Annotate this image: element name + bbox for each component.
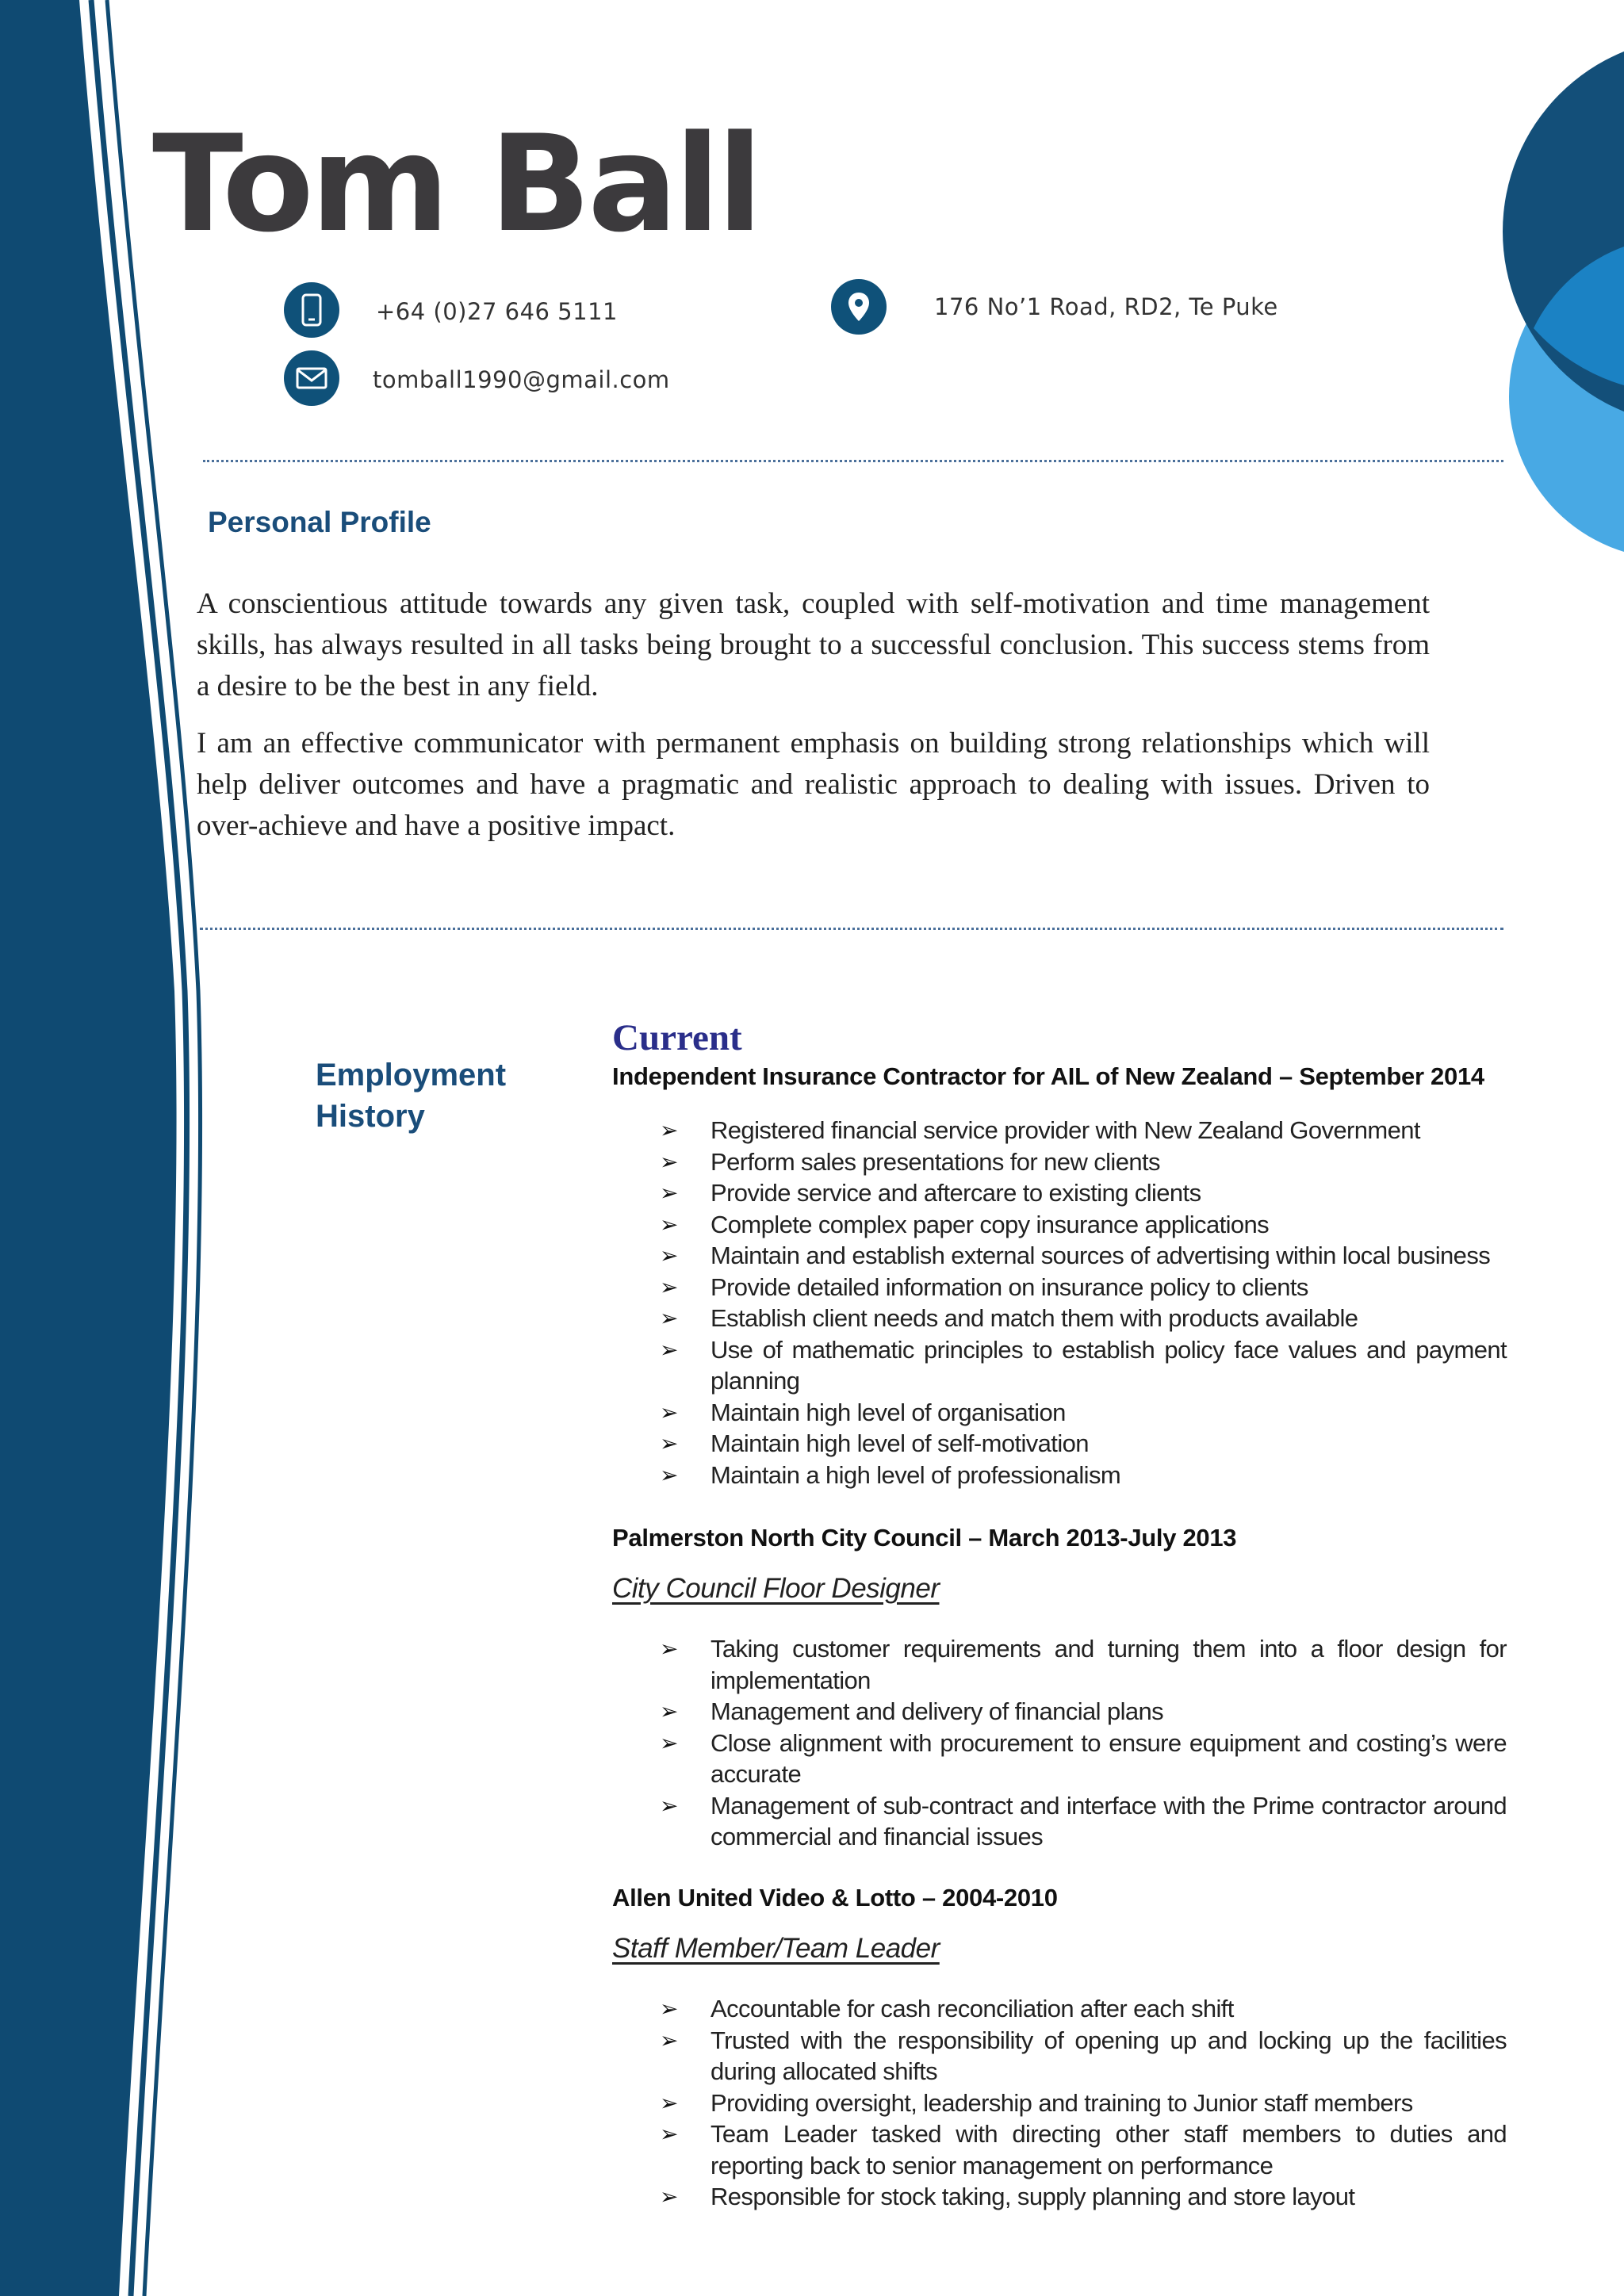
job-role: Staff Member/Team Leader — [612, 1933, 940, 1964]
phone-icon — [284, 282, 339, 338]
section-title-employment: Employment History — [316, 1058, 507, 1134]
bullet-text: Taking customer requirements and turning them into a floor design for implementation — [710, 1635, 1507, 1694]
bullet-text: Accountable for cash reconciliation after each shift — [710, 1995, 1234, 2022]
bullet-item — [660, 1728, 1507, 1790]
arrow-bullet-icon: ➢ — [660, 1461, 678, 1488]
bullet-text: Establish client needs and match them with products available — [710, 1304, 1358, 1332]
bullet-text: Maintain high level of organisation — [710, 1398, 1066, 1426]
bullet-item — [660, 1240, 1507, 1272]
email-address: tomball1990@gmail.com — [373, 366, 670, 393]
bullet-item — [660, 1177, 1507, 1209]
arrow-bullet-icon: ➢ — [660, 1305, 678, 1331]
bullet-text: Management of sub-contract and interface with the Prime contractor around commercial and financial issues — [710, 1791, 1507, 1850]
bullet-item — [660, 1303, 1507, 1334]
job-bullets — [660, 1115, 1507, 1490]
arrow-bullet-icon: ➢ — [660, 1792, 678, 1819]
bullet-item — [660, 1460, 1507, 1491]
email-icon — [284, 350, 339, 406]
bullet-item — [660, 1146, 1507, 1178]
arrow-bullet-icon: ➢ — [660, 2026, 678, 2053]
arrow-bullet-icon: ➢ — [660, 1698, 678, 1724]
bullet-item — [660, 2118, 1507, 2181]
arrow-bullet-icon: ➢ — [660, 1430, 678, 1456]
arrow-bullet-icon: ➢ — [660, 1336, 678, 1363]
job-bullets — [660, 1993, 1507, 2213]
bullet-item — [660, 1790, 1507, 1853]
profile-paragraph-2: I am an effective communicator with permanent emphasis on building strong relationships which will help deliver outcomes and have a pragmatic and realistic approach to dealing with issues. Driven to over-achieve and have a positive impact. — [197, 727, 1430, 842]
job-heading: Independent Insurance Contractor for AIL of New Zealand – September 2014 — [612, 1062, 1484, 1090]
bullet-text: Perform sales presentations for new clients — [710, 1147, 1160, 1176]
job-role: City Council Floor Designer — [612, 1573, 940, 1604]
bullet-item — [660, 1428, 1507, 1460]
bullet-item — [660, 1115, 1507, 1146]
current-label: Current — [612, 1017, 742, 1058]
bullet-item — [660, 2181, 1507, 2213]
bullet-item — [660, 1633, 1507, 1696]
bullet-item — [660, 1272, 1507, 1303]
bullet-item — [660, 1334, 1507, 1397]
bullet-item — [660, 1209, 1507, 1241]
candidate-name: Tom Ball — [152, 106, 760, 262]
bullet-text: Registered financial service provider with New Zealand Government — [710, 1116, 1420, 1144]
bullet-text: Provide detailed information on insurance policy to clients — [710, 1272, 1308, 1301]
bullet-text: Maintain high level of self-motivation — [710, 1429, 1089, 1457]
arrow-bullet-icon: ➢ — [660, 1117, 678, 1143]
address: 176 No’1 Road, RD2, Te Puke — [934, 293, 1278, 320]
arrow-bullet-icon: ➢ — [660, 1399, 678, 1425]
bullet-item — [660, 1397, 1507, 1429]
divider-top — [203, 460, 1503, 462]
job-bullets — [660, 1633, 1507, 1853]
bullet-item — [660, 1696, 1507, 1728]
arrow-bullet-icon: ➢ — [660, 1273, 678, 1300]
bullet-text: Providing oversight, leadership and training to Junior staff members — [710, 2088, 1413, 2117]
arrow-bullet-icon: ➢ — [660, 1148, 678, 1175]
bullet-text: Responsible for stock taking, supply planning and store layout — [710, 2183, 1355, 2210]
arrow-bullet-icon: ➢ — [660, 1996, 678, 2022]
arrow-bullet-icon: ➢ — [660, 1729, 678, 1756]
arrow-bullet-icon: ➢ — [660, 1636, 678, 1662]
bullet-item — [660, 2087, 1507, 2119]
arrow-bullet-icon: ➢ — [660, 2121, 678, 2147]
arrow-bullet-icon: ➢ — [660, 1211, 678, 1238]
bullet-text: Complete complex paper copy insurance applications — [710, 1210, 1270, 1238]
bullet-text: Provide service and aftercare to existing clients — [710, 1179, 1201, 1207]
location-pin-icon — [831, 279, 887, 335]
bullet-item — [660, 1993, 1507, 2025]
arrow-bullet-icon: ➢ — [660, 1242, 678, 1269]
section-title-profile: Personal Profile — [208, 506, 431, 538]
bullet-text: Use of mathematic principles to establish policy face values and payment planning — [710, 1335, 1507, 1395]
bullet-text: Maintain a high level of professionalism — [710, 1460, 1121, 1489]
bullet-text: Trusted with the responsibility of opening up and locking up the facilities during allocated shifts — [710, 2026, 1507, 2085]
bullet-text: Team Leader tasked with directing other staff members to duties and reporting back to senior management on performance — [710, 2120, 1507, 2179]
bullet-item — [660, 2025, 1507, 2087]
bullet-text: Maintain and establish external sources of advertising within local business — [710, 1242, 1491, 1269]
profile-paragraph-1: A conscientious attitude towards any given task, coupled with self-motivation and time management skills, has always resulted in all tasks being brought to a successful conclusion. This success stems from a desire to be the best in any field. — [197, 587, 1430, 702]
divider-mid — [200, 928, 1503, 930]
job-heading: Palmerston North City Council – March 2013-July 2013 — [612, 1524, 1237, 1552]
arrow-bullet-icon: ➢ — [660, 2183, 678, 2210]
bullet-text: Management and delivery of financial plans — [710, 1697, 1164, 1725]
bullet-text: Close alignment with procurement to ensure equipment and costing’s were accurate — [710, 1728, 1507, 1788]
job-heading: Allen United Video & Lotto – 2004-2010 — [612, 1884, 1058, 1911]
phone-number: +64 (0)27 646 5111 — [376, 298, 618, 325]
arrow-bullet-icon: ➢ — [660, 1180, 678, 1206]
arrow-bullet-icon: ➢ — [660, 2089, 678, 2116]
